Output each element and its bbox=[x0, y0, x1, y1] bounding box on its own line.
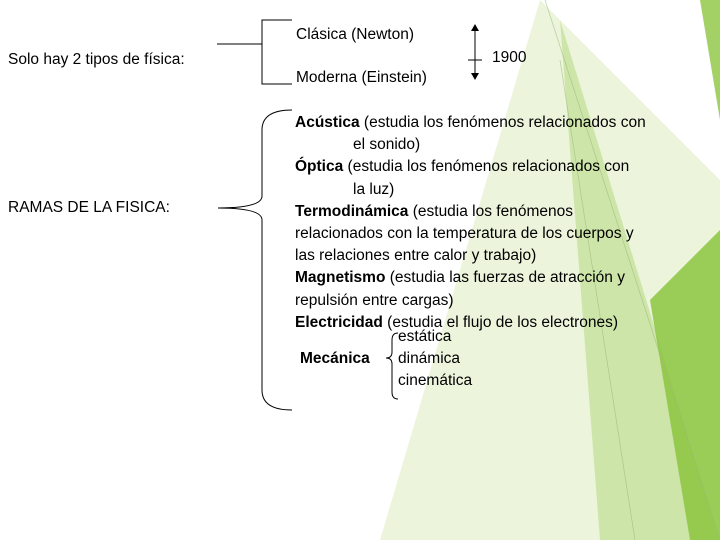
branch-item-optica bbox=[295, 156, 715, 178]
mechanics-subtype-cinematica: cinemática bbox=[398, 372, 473, 389]
branch-item-electricidad bbox=[295, 312, 715, 334]
branch-name: Electricidad bbox=[295, 313, 383, 331]
branch-desc: (estudia el flujo de los electrones) bbox=[382, 313, 619, 331]
branch-desc-line: repulsión entre cargas) bbox=[295, 291, 454, 309]
types-label: Solo hay 2 tipos de física: bbox=[8, 51, 185, 68]
branch-item-acustica bbox=[295, 112, 715, 134]
modern-physics-label: Moderna (Einstein) bbox=[296, 69, 427, 86]
branch-name: Óptica bbox=[295, 158, 344, 176]
branch-item-magnetismo bbox=[295, 267, 715, 289]
year-label: 1900 bbox=[492, 49, 527, 66]
branches-list bbox=[295, 112, 715, 334]
mechanics-brace bbox=[386, 333, 398, 399]
branch-desc-cont: la luz) bbox=[353, 180, 395, 198]
double-arrow-icon bbox=[468, 24, 482, 80]
branch-desc-cont: el sonido) bbox=[353, 136, 421, 154]
branches-label: RAMAS DE LA FISICA: bbox=[8, 199, 170, 216]
mechanics-label: Mecánica bbox=[300, 350, 370, 367]
branch-name: Magnetismo bbox=[295, 269, 386, 287]
branch-desc: (estudia las fuerzas de atracción y bbox=[385, 269, 625, 287]
classic-physics-label: Clásica (Newton) bbox=[296, 26, 415, 43]
types-bracket bbox=[217, 20, 292, 84]
branch-name: Acústica bbox=[295, 114, 360, 131]
branch-desc-line: las relaciones entre calor y trabajo) bbox=[295, 247, 537, 265]
branch-desc: (estudia los fenómenos bbox=[408, 202, 573, 220]
branch-desc: (estudia los fenómenos relacionados con bbox=[343, 158, 630, 176]
mechanics-subtype-estatica: estática bbox=[398, 328, 452, 345]
branch-name: Termodinámica bbox=[295, 202, 409, 220]
branches-brace bbox=[218, 110, 292, 410]
branch-desc-line: relacionados con la temperatura de los cuerpos y bbox=[295, 225, 634, 243]
branch-item-termodinamica bbox=[295, 201, 715, 223]
mechanics-subtype-dinamica: dinámica bbox=[398, 350, 461, 367]
branch-desc: (estudia los fenómenos relacionados con bbox=[359, 114, 646, 131]
